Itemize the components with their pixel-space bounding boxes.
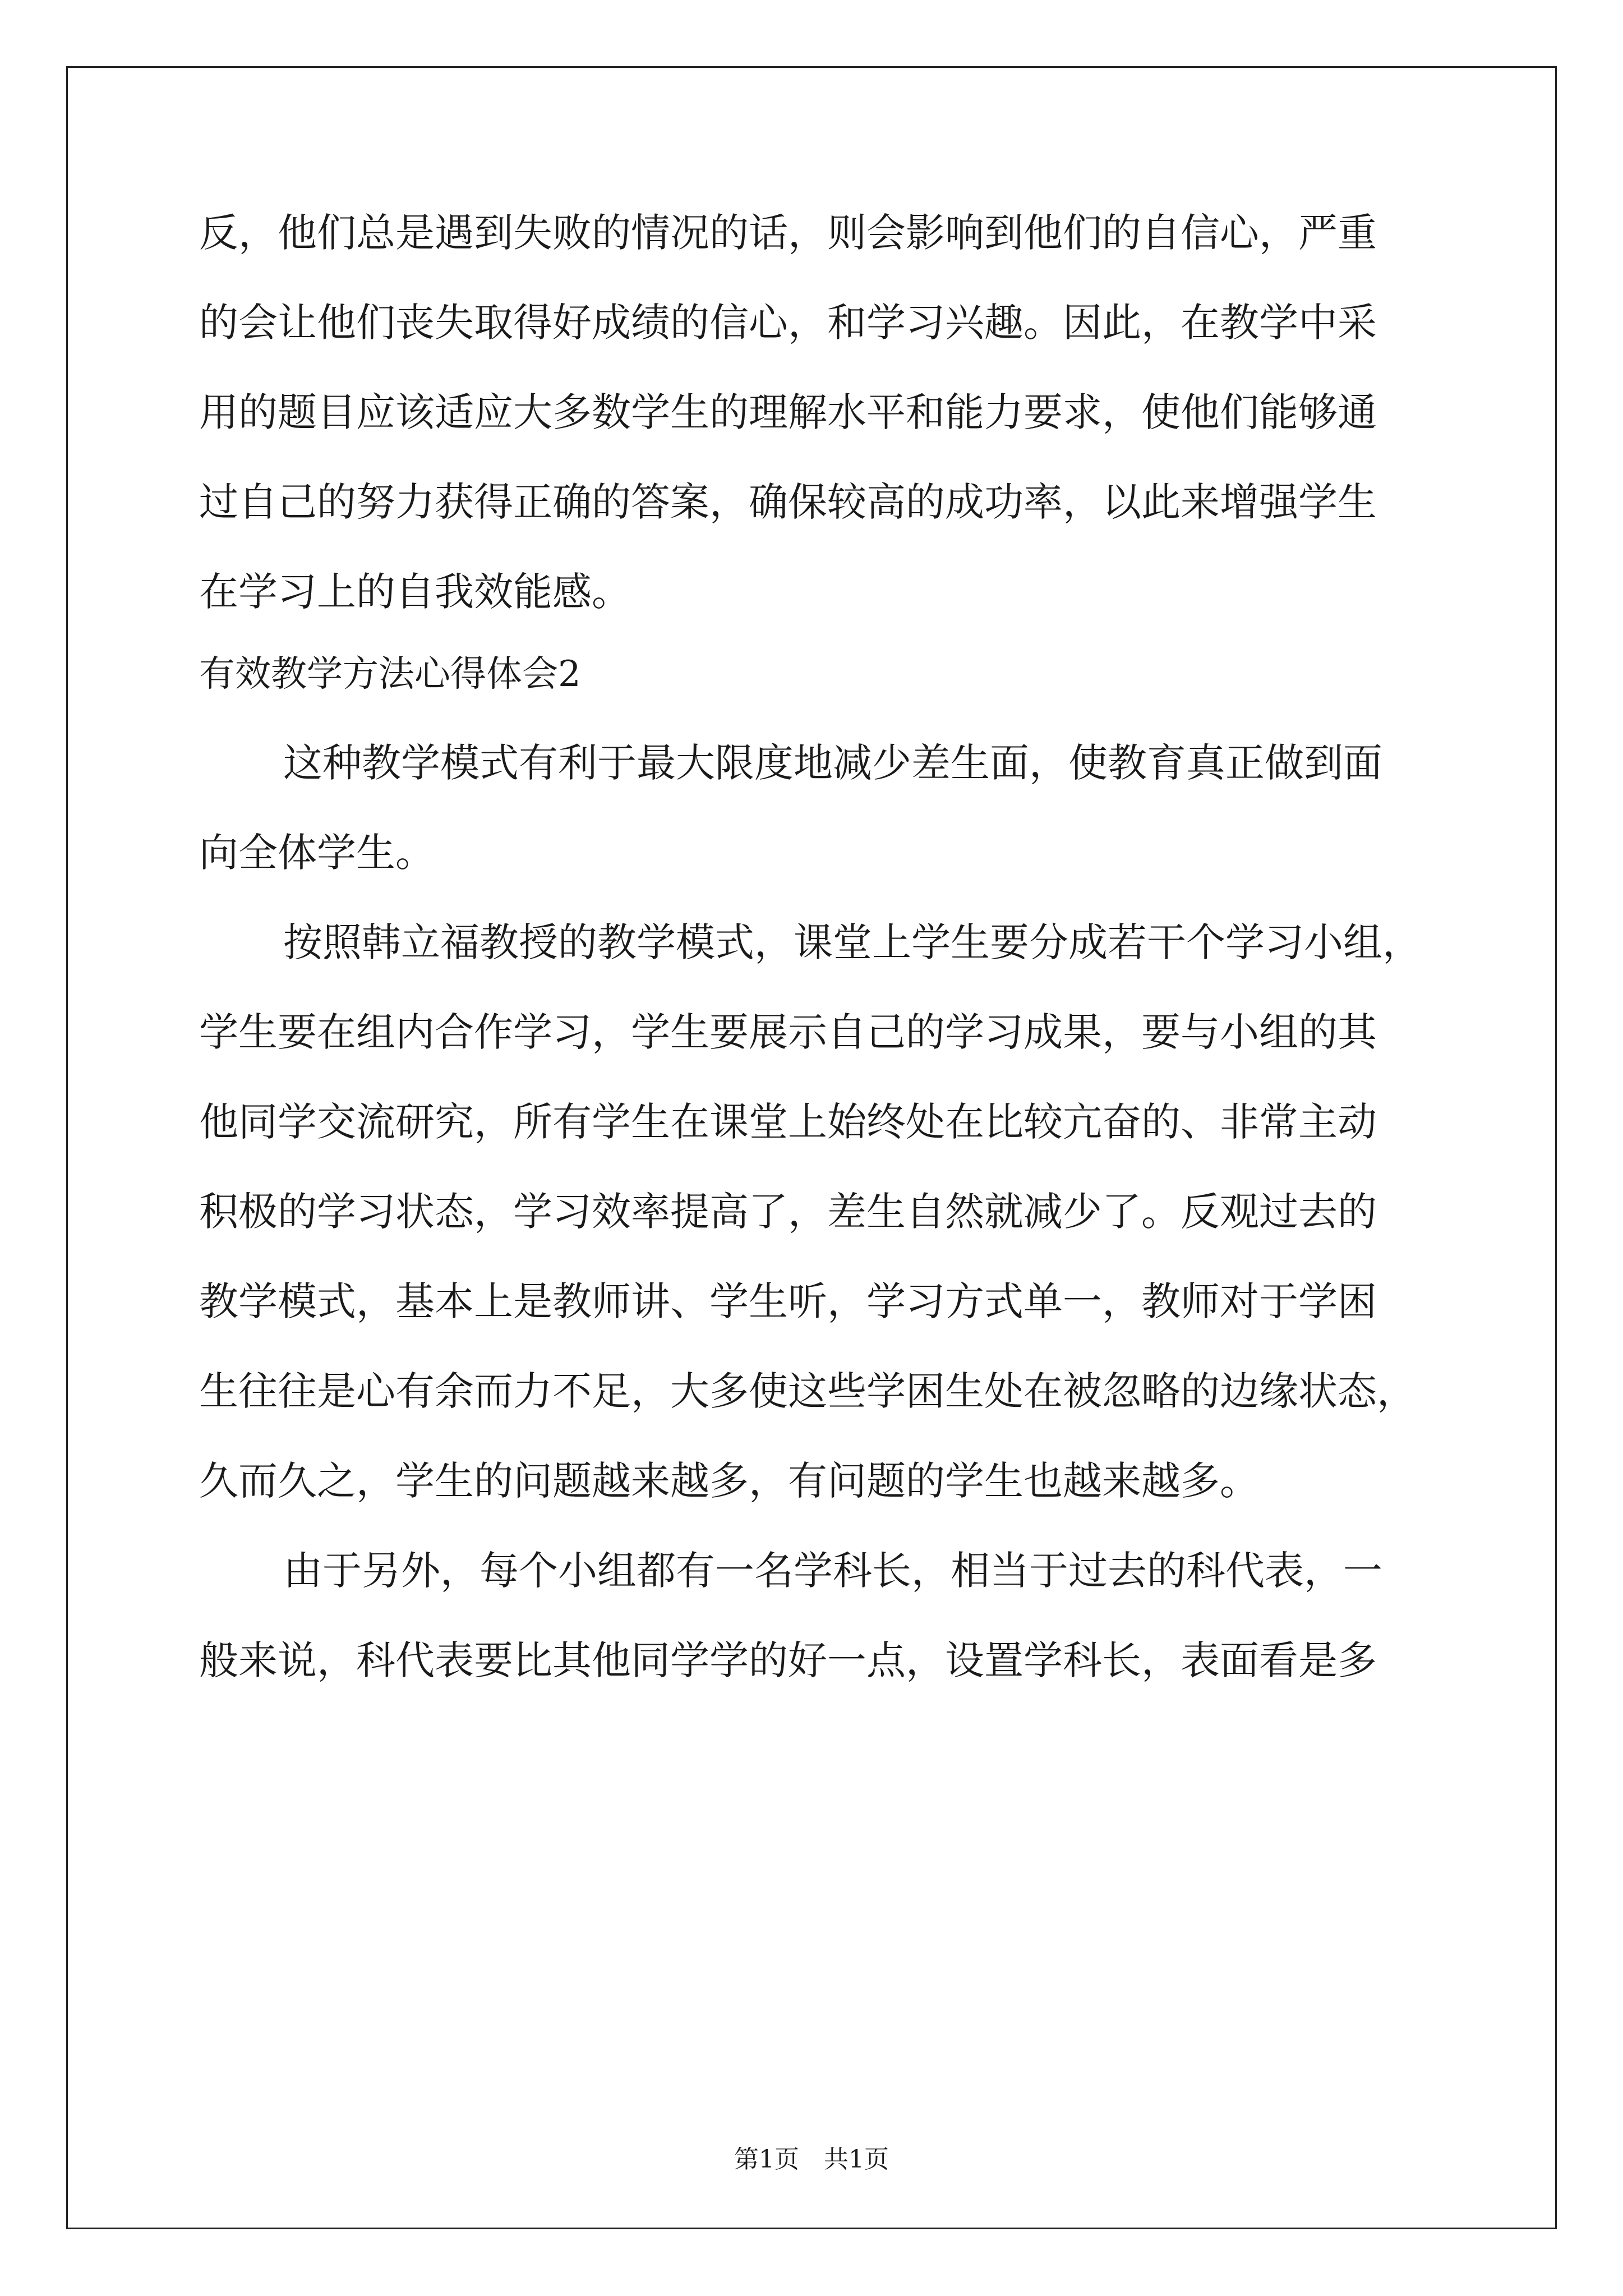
paragraph-line: 学生要在组内合作学习，学生要展示自己的学习成果，要与小组的其 [199, 1009, 1377, 1055]
paragraph-line: 的会让他们丧失取得好成绩的信心，和学习兴趣。因此，在教学中采 [199, 300, 1377, 346]
paragraph-line: 生往往是心有余而力不足，大多使这些学困生处在被忽略的边缘状态， [199, 1368, 1416, 1414]
paragraph-line: 过自己的努力获得正确的答案，确保较高的成功率，以此来增强学生 [199, 479, 1377, 525]
paragraph-line: 向全体学生。 [199, 830, 435, 876]
paragraph-line: 般来说，科代表要比其他同学学的好一点，设置学科长，表面看是多 [199, 1637, 1377, 1683]
paragraph-line: 按照韩立福教授的教学模式，课堂上学生要分成若干个学习小组， [283, 919, 1422, 965]
page-number-footer: 第1页 共1页 [734, 2145, 889, 2174]
paragraph-line: 由于另外，每个小组都有一名学科长，相当于过去的科代表，一 [283, 1548, 1382, 1594]
paragraph-line: 教学模式，基本上是教师讲、学生听，学习方式单一，教师对于学困 [199, 1278, 1377, 1324]
paragraph-line: 久而久之，学生的问题越来越多，有问题的学生也越来越多。 [199, 1458, 1259, 1504]
paragraph-line: 用的题目应该适应大多数学生的理解水平和能力要求，使他们能够通 [199, 389, 1377, 435]
paragraph-line: 积极的学习状态，学习效率提高了，差生自然就减少了。反观过去的 [199, 1189, 1377, 1235]
section-heading: 有效教学方法心得体会2 [199, 654, 581, 695]
paragraph-line: 在学习上的自我效能感。 [199, 569, 631, 615]
paragraph-line: 这种教学模式有利于最大限度地减少差生面，使教育真正做到面 [283, 740, 1382, 786]
paragraph-line: 他同学交流研究，所有学生在课堂上始终处在比较亢奋的、非常主动 [199, 1099, 1377, 1145]
paragraph-line: 反，他们总是遇到失败的情况的话，则会影响到他们的自信心，严重 [199, 210, 1377, 256]
